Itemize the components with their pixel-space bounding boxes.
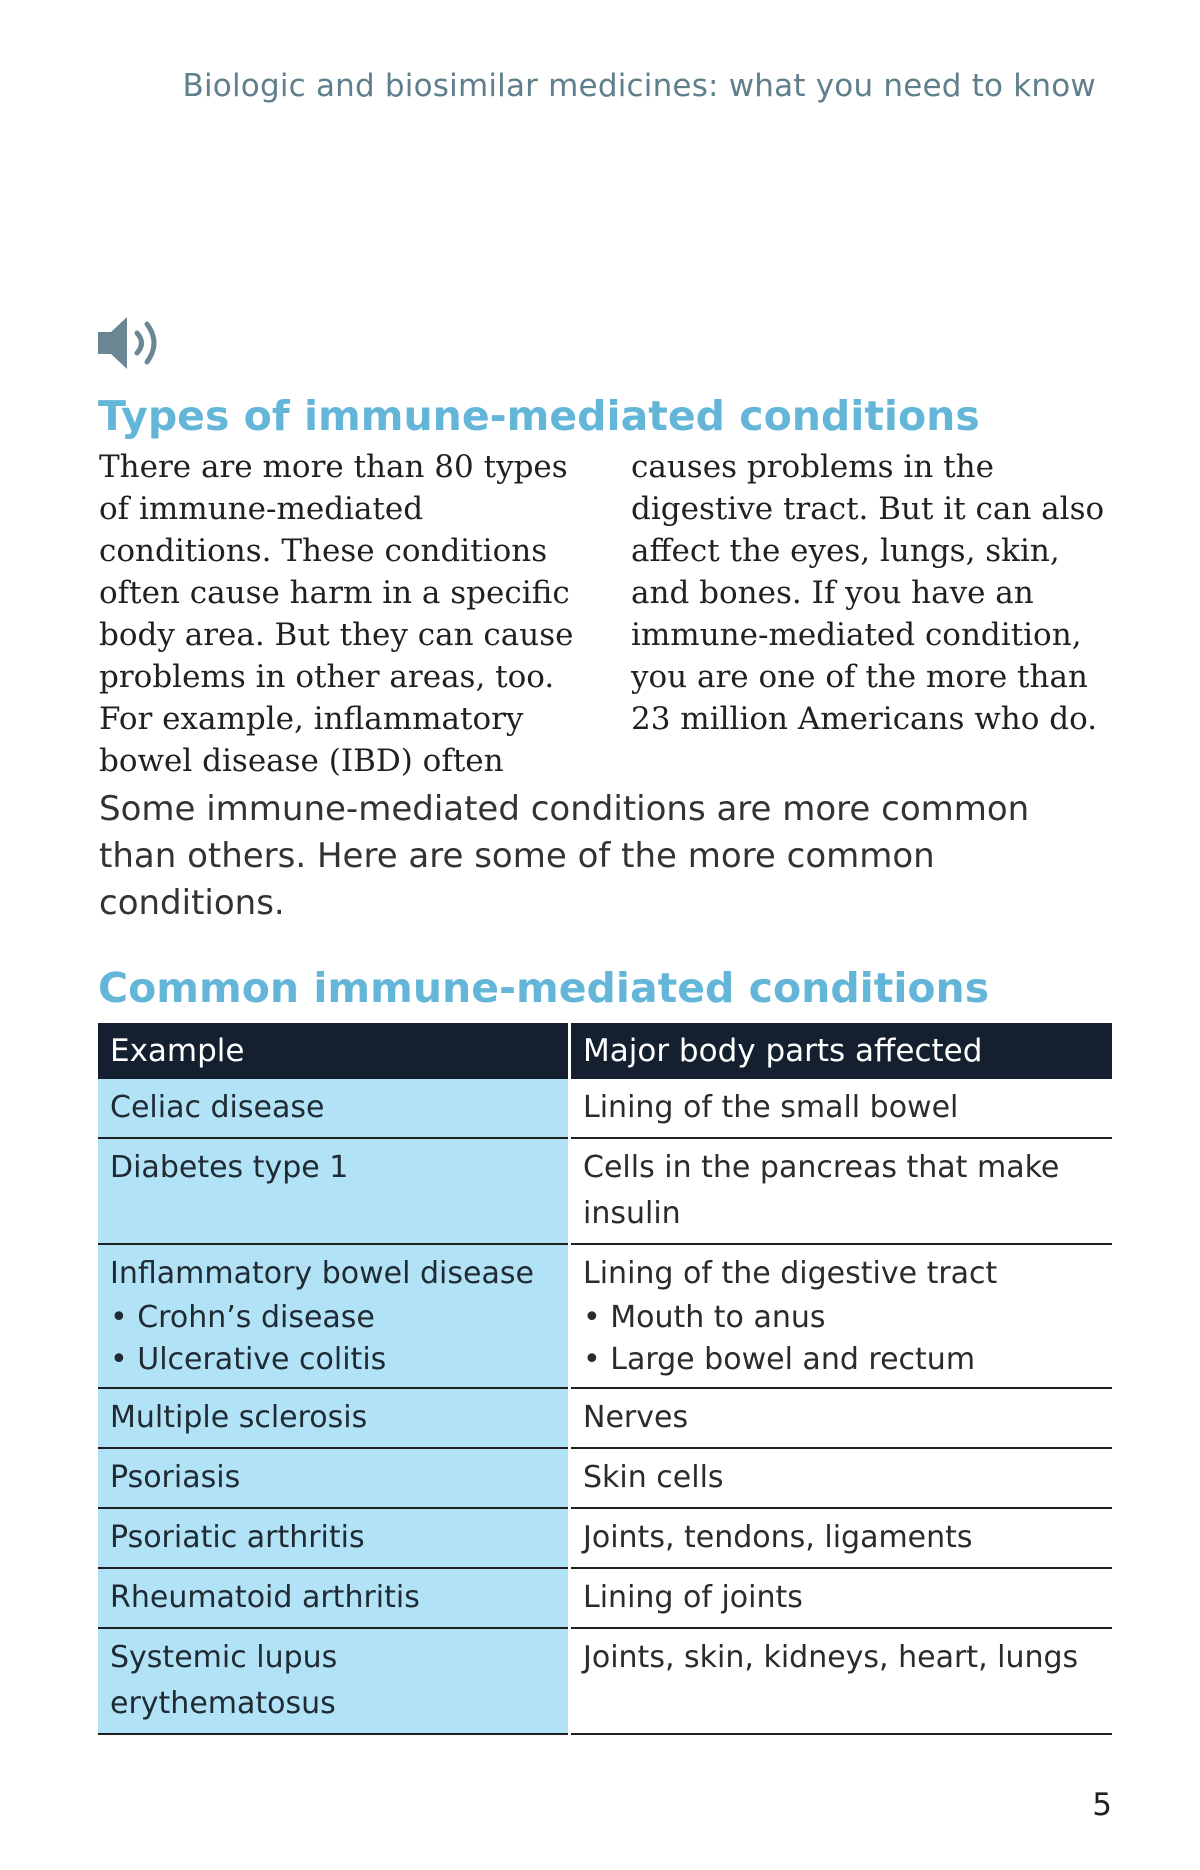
- condition-cell: Multiple sclerosis: [98, 1388, 570, 1448]
- column-header-example: Example: [98, 1023, 570, 1079]
- table-row: [98, 1388, 1112, 1448]
- affected-cell: Nerves: [570, 1388, 1113, 1448]
- column-header-affected: Major body parts affected: [570, 1023, 1113, 1079]
- affected-cell: Lining of joints: [570, 1568, 1113, 1628]
- speaker-icon[interactable]: [96, 313, 170, 373]
- conditions-table: [98, 1023, 1112, 1735]
- section-body-text: There are more than 80 types of immune-mediated conditions. These conditions often cause harm in a specific body area. But they can cause problems in other areas, too. For example, inflammatory bowel disease (IBD) often causes problems in the digestive tract. But it can also affect the eyes, lungs, skin, and bones. If you have an immune-mediated condition, you are one of the more than 23 million Americans who do.: [99, 449, 1105, 779]
- affected-cell: Joints, tendons, ligaments: [570, 1508, 1113, 1568]
- condition-cell: Rheumatoid arthritis: [98, 1568, 570, 1628]
- condition-cell: Systemic lupus erythematosus: [98, 1628, 570, 1734]
- table-row: [98, 1244, 1112, 1388]
- condition-cell: Psoriatic arthritis: [98, 1508, 570, 1568]
- section-title-common: Common immune-mediated conditions: [98, 964, 990, 1012]
- section-body-columns: [99, 446, 1109, 782]
- condition-cell: Psoriasis: [98, 1448, 570, 1508]
- condition-subtype: • Crohn’s disease: [110, 1300, 375, 1335]
- affected-cell: Skin cells: [570, 1448, 1113, 1508]
- condition-name: Inflammatory bowel disease: [110, 1256, 534, 1291]
- affected-cell: Cells in the pancreas that make insulin: [570, 1138, 1113, 1244]
- running-header: Biologic and biosimilar medicines: what you need to know: [182, 68, 1096, 104]
- affected-name: Lining of the digestive tract: [583, 1256, 998, 1291]
- condition-cell: Celiac disease: [98, 1079, 570, 1138]
- affected-subtype: • Large bowel and rectum: [583, 1342, 976, 1377]
- page-number: 5: [1092, 1787, 1112, 1823]
- table-row: [98, 1568, 1112, 1628]
- section-title-types: Types of immune-mediated conditions: [98, 392, 980, 440]
- table-row: [98, 1448, 1112, 1508]
- condition-cell: [98, 1244, 570, 1388]
- condition-subtype: • Ulcerative colitis: [110, 1342, 387, 1377]
- table-header-row: [98, 1023, 1112, 1079]
- affected-subtype: • Mouth to anus: [583, 1300, 826, 1335]
- table-row: [98, 1628, 1112, 1734]
- affected-cell: Joints, skin, kidneys, heart, lungs: [570, 1628, 1113, 1734]
- affected-cell: [570, 1244, 1113, 1388]
- condition-cell: Diabetes type 1: [98, 1138, 570, 1244]
- table-row: [98, 1079, 1112, 1138]
- affected-cell: Lining of the small bowel: [570, 1079, 1113, 1138]
- table-row: [98, 1508, 1112, 1568]
- intro-paragraph: Some immune-mediated conditions are more common than others. Here are some of the more common conditions.: [99, 789, 1030, 923]
- table-row: [98, 1138, 1112, 1244]
